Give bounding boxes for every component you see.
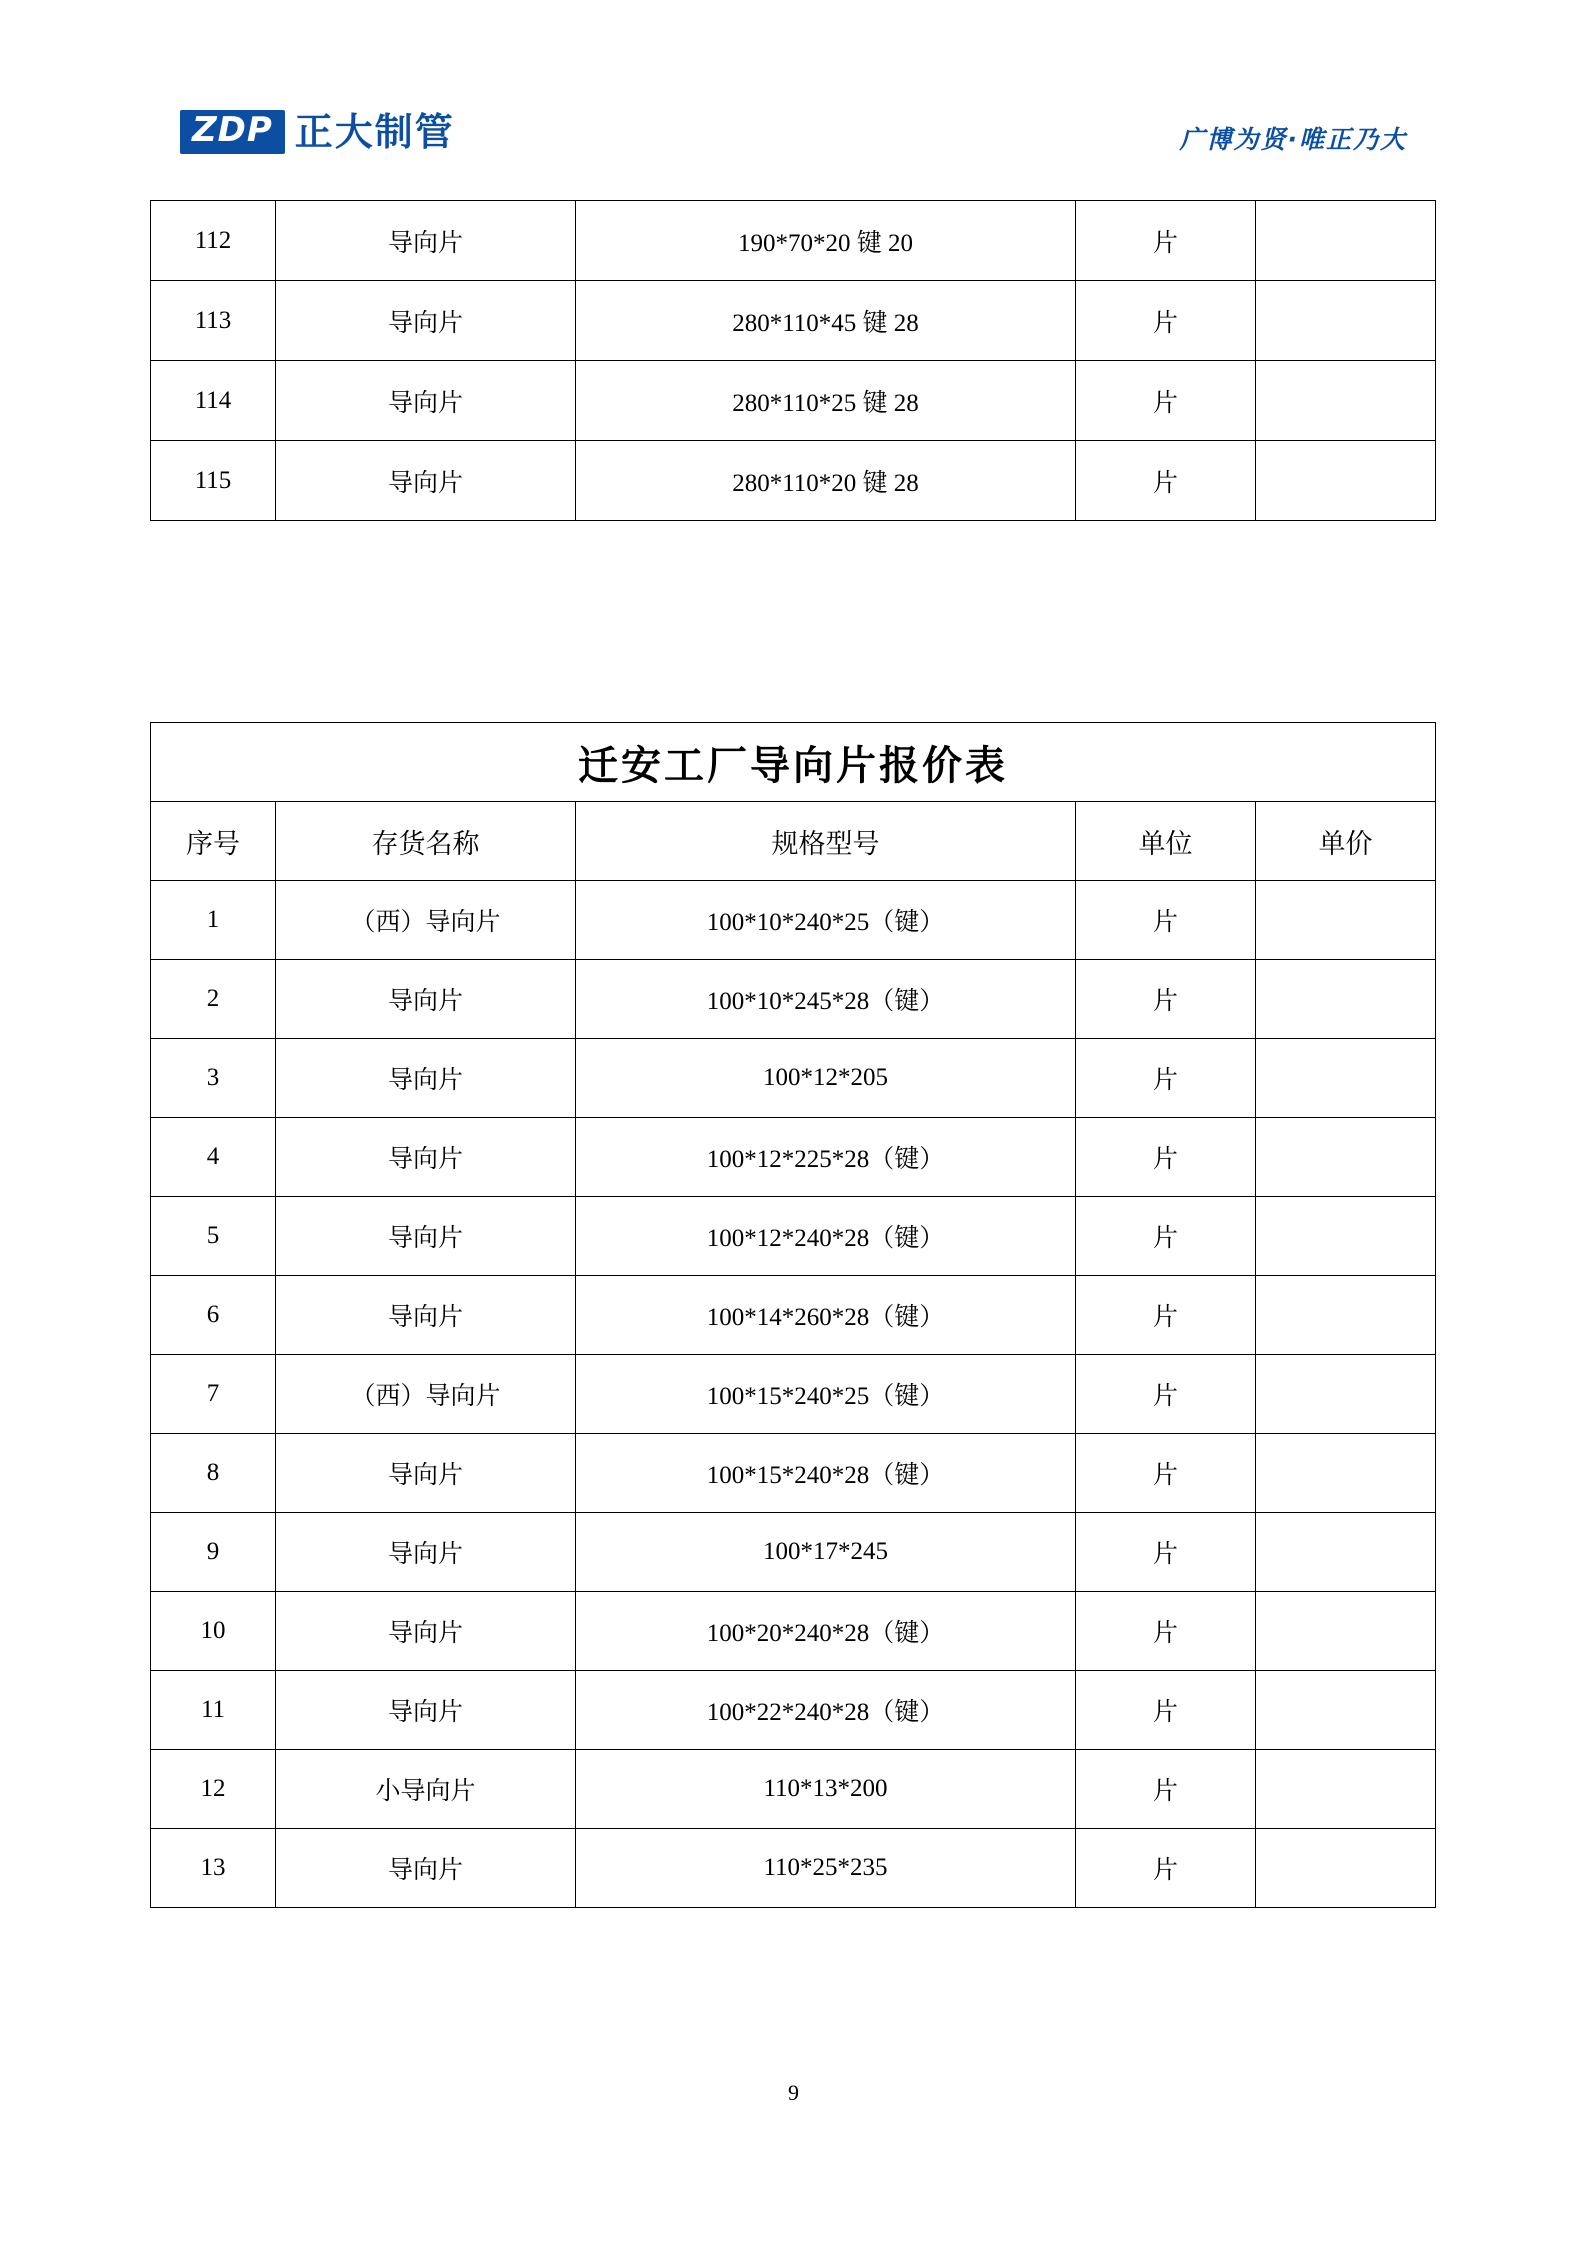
cell-price bbox=[1256, 1039, 1436, 1118]
cell-unit: 片 bbox=[1076, 1197, 1256, 1276]
table-row bbox=[151, 1355, 1436, 1434]
cell-price bbox=[1256, 361, 1436, 441]
cell-no: 8 bbox=[151, 1434, 276, 1513]
table-row bbox=[151, 1750, 1436, 1829]
cell-unit: 片 bbox=[1076, 1434, 1256, 1513]
cell-spec: 100*17*245 bbox=[576, 1513, 1076, 1592]
cell-name: 导向片 bbox=[276, 1118, 576, 1197]
cell-unit: 片 bbox=[1076, 441, 1256, 521]
cell-name: 导向片 bbox=[276, 1197, 576, 1276]
table-row bbox=[151, 1118, 1436, 1197]
cell-price bbox=[1256, 281, 1436, 361]
table-row bbox=[151, 1276, 1436, 1355]
cell-spec: 110*13*200 bbox=[576, 1750, 1076, 1829]
cell-spec: 100*10*240*25（键） bbox=[576, 881, 1076, 960]
cell-price bbox=[1256, 441, 1436, 521]
cell-no: 13 bbox=[151, 1829, 276, 1908]
cell-unit: 片 bbox=[1076, 1592, 1256, 1671]
table-row bbox=[151, 1829, 1436, 1908]
table-row bbox=[151, 201, 1436, 281]
cell-no: 112 bbox=[151, 201, 276, 281]
cell-name: 导向片 bbox=[276, 441, 576, 521]
cell-no: 1 bbox=[151, 881, 276, 960]
cell-unit: 片 bbox=[1076, 881, 1256, 960]
cell-unit: 片 bbox=[1076, 1750, 1256, 1829]
cell-name: 导向片 bbox=[276, 1276, 576, 1355]
cell-spec: 100*15*240*28（键） bbox=[576, 1434, 1076, 1513]
table-row bbox=[151, 441, 1436, 521]
cell-spec: 280*110*20 键 28 bbox=[576, 441, 1076, 521]
cell-name: （西）导向片 bbox=[276, 881, 576, 960]
table-row bbox=[151, 960, 1436, 1039]
table-title-row bbox=[151, 723, 1436, 802]
cell-unit: 片 bbox=[1076, 1276, 1256, 1355]
table-row bbox=[151, 1592, 1436, 1671]
cell-name: 小导向片 bbox=[276, 1750, 576, 1829]
column-header-price: 单价 bbox=[1256, 802, 1436, 881]
cell-name: 导向片 bbox=[276, 1434, 576, 1513]
cell-price bbox=[1256, 881, 1436, 960]
cell-no: 10 bbox=[151, 1592, 276, 1671]
page-number: 9 bbox=[788, 2080, 799, 2105]
zdp-logo-icon: ZDP bbox=[180, 110, 285, 154]
cell-name: 导向片 bbox=[276, 1513, 576, 1592]
table-row bbox=[151, 1434, 1436, 1513]
column-header-no: 序号 bbox=[151, 802, 276, 881]
cell-spec: 100*12*205 bbox=[576, 1039, 1076, 1118]
cell-no: 5 bbox=[151, 1197, 276, 1276]
table-row bbox=[151, 1671, 1436, 1750]
cell-unit: 片 bbox=[1076, 1671, 1256, 1750]
cell-price bbox=[1256, 1671, 1436, 1750]
cell-no: 3 bbox=[151, 1039, 276, 1118]
company-logo bbox=[180, 110, 455, 154]
cell-name: 导向片 bbox=[276, 1592, 576, 1671]
column-header-name: 存货名称 bbox=[276, 802, 576, 881]
cell-unit: 片 bbox=[1076, 1355, 1256, 1434]
table-qianan-body bbox=[151, 723, 1436, 1908]
cell-unit: 片 bbox=[1076, 960, 1256, 1039]
column-header-spec: 规格型号 bbox=[576, 802, 1076, 881]
cell-unit: 片 bbox=[1076, 1118, 1256, 1197]
table-title: 迁安工厂导向片报价表 bbox=[151, 723, 1436, 802]
table-row bbox=[151, 881, 1436, 960]
cell-spec: 190*70*20 键 20 bbox=[576, 201, 1076, 281]
cell-price bbox=[1256, 201, 1436, 281]
cell-spec: 280*110*45 键 28 bbox=[576, 281, 1076, 361]
table-header-row bbox=[151, 802, 1436, 881]
cell-price bbox=[1256, 1276, 1436, 1355]
company-slogan: 广博为贤·唯正乃大 bbox=[1179, 125, 1407, 154]
cell-spec: 280*110*25 键 28 bbox=[576, 361, 1076, 441]
table-row bbox=[151, 1513, 1436, 1592]
cell-price bbox=[1256, 1592, 1436, 1671]
cell-unit: 片 bbox=[1076, 201, 1256, 281]
cell-no: 4 bbox=[151, 1118, 276, 1197]
page-header bbox=[160, 110, 1427, 180]
cell-spec: 100*12*225*28（键） bbox=[576, 1118, 1076, 1197]
table-row bbox=[151, 361, 1436, 441]
table-row bbox=[151, 281, 1436, 361]
cell-name: 导向片 bbox=[276, 361, 576, 441]
cell-unit: 片 bbox=[1076, 1513, 1256, 1592]
table-row bbox=[151, 1197, 1436, 1276]
table-qianan-quotation bbox=[150, 722, 1436, 1908]
cell-no: 2 bbox=[151, 960, 276, 1039]
cell-spec: 100*15*240*25（键） bbox=[576, 1355, 1076, 1434]
cell-no: 11 bbox=[151, 1671, 276, 1750]
cell-spec: 110*25*235 bbox=[576, 1829, 1076, 1908]
cell-name: 导向片 bbox=[276, 201, 576, 281]
cell-no: 7 bbox=[151, 1355, 276, 1434]
cell-price bbox=[1256, 1355, 1436, 1434]
table-row bbox=[151, 1039, 1436, 1118]
cell-no: 6 bbox=[151, 1276, 276, 1355]
cell-spec: 100*20*240*28（键） bbox=[576, 1592, 1076, 1671]
cell-spec: 100*14*260*28（键） bbox=[576, 1276, 1076, 1355]
cell-unit: 片 bbox=[1076, 1829, 1256, 1908]
cell-no: 114 bbox=[151, 361, 276, 441]
cell-no: 12 bbox=[151, 1750, 276, 1829]
cell-unit: 片 bbox=[1076, 281, 1256, 361]
cell-name: 导向片 bbox=[276, 1039, 576, 1118]
cell-price bbox=[1256, 1829, 1436, 1908]
cell-spec: 100*12*240*28（键） bbox=[576, 1197, 1076, 1276]
cell-name: 导向片 bbox=[276, 1829, 576, 1908]
column-header-unit: 单位 bbox=[1076, 802, 1256, 881]
cell-name: 导向片 bbox=[276, 281, 576, 361]
cell-no: 115 bbox=[151, 441, 276, 521]
cell-unit: 片 bbox=[1076, 1039, 1256, 1118]
company-name: 正大制管 bbox=[294, 109, 455, 154]
cell-no: 9 bbox=[151, 1513, 276, 1592]
cell-name: （西）导向片 bbox=[276, 1355, 576, 1434]
cell-price bbox=[1256, 1197, 1436, 1276]
cell-price bbox=[1256, 960, 1436, 1039]
cell-price bbox=[1256, 1434, 1436, 1513]
cell-spec: 100*22*240*28（键） bbox=[576, 1671, 1076, 1750]
cell-price bbox=[1256, 1513, 1436, 1592]
cell-no: 113 bbox=[151, 281, 276, 361]
cell-name: 导向片 bbox=[276, 1671, 576, 1750]
cell-price bbox=[1256, 1118, 1436, 1197]
cell-name: 导向片 bbox=[276, 960, 576, 1039]
cell-price bbox=[1256, 1750, 1436, 1829]
table-continued bbox=[150, 200, 1436, 521]
cell-spec: 100*10*245*28（键） bbox=[576, 960, 1076, 1039]
cell-unit: 片 bbox=[1076, 361, 1256, 441]
table-continued-body bbox=[151, 201, 1436, 521]
